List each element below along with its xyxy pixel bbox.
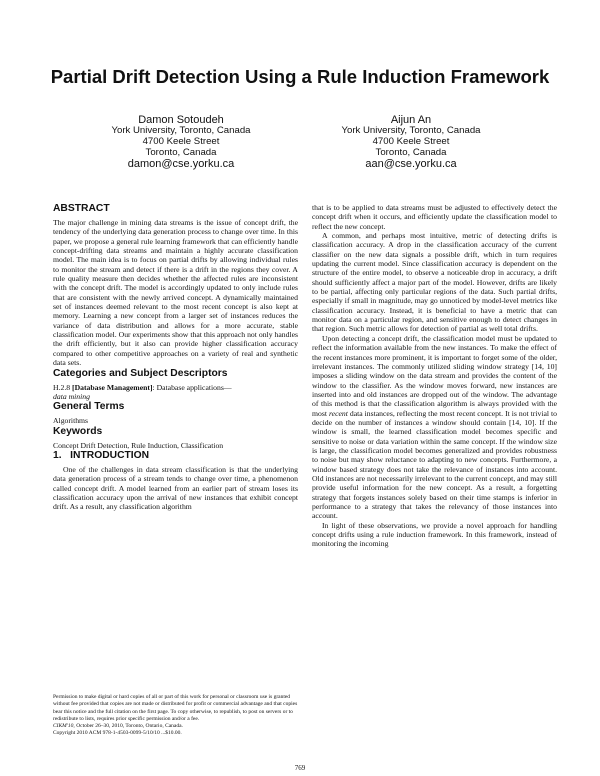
left-column bbox=[53, 203, 298, 512]
categories-heading: Categories and Subject Descriptors bbox=[53, 367, 228, 379]
right-column bbox=[312, 203, 557, 549]
abstract-heading: ABSTRACT bbox=[53, 203, 110, 214]
paper-title: Partial Drift Detection Using a Rule Induction Framework bbox=[50, 66, 550, 87]
right-paragraph-2 bbox=[312, 334, 557, 521]
author-block-2 bbox=[281, 114, 541, 170]
author-name: Damon Sotoudeh bbox=[138, 114, 224, 126]
keywords-heading: Keywords bbox=[53, 425, 103, 437]
general-terms-heading: General Terms bbox=[53, 401, 125, 413]
right-paragraph-2-emphasis: recent bbox=[328, 408, 348, 418]
author-name: Aijun An bbox=[390, 114, 432, 126]
right-paragraph-2-part-a: Upon detecting a concept drift, the classification model must be updated to reflect the information available from the new instances. To make the effect of the recent instances more prominent, it is important to forget some of the older, irrelevant instances. The commonly utilized sliding window strategy [14, 10] imposes a sliding window on the data stream and provides the content of the window to the classifier. As the window moves forward, new instances are inserted into and old instances are dropped out of the window. The advantage of this method is that the classification algorithm is always provided with the most bbox=[312, 333, 557, 418]
copyright-line: Copyright 2010 ACM 978-1-4503-0099-5/10/10 ...$10.00. bbox=[53, 730, 182, 737]
author-affiliation: York University, Toronto, Canada bbox=[111, 125, 251, 136]
author-city: Toronto, Canada bbox=[145, 146, 217, 158]
author-street: 4700 Keele Street bbox=[372, 135, 450, 147]
page-number: 769 bbox=[294, 764, 306, 772]
categories-text bbox=[53, 383, 298, 402]
right-paragraph-3: In light of these observations, we provide a novel approach for handling concept drifts using a rule induction framework. In this framework, instead of monitoring the incoming bbox=[312, 520, 557, 549]
right-paragraph-1: A common, and perhaps most intuitive, metric of detecting drifts is classification accuracy. A drop in the classification accuracy of the current classifier on the new data signals a possible drift, which in turn requires updating the current model. Since classification accuracy is dependent on the structure of the entire model, to observe a noticeable drop in accuracy, a drift should sufficiently affect a major part of the model. However, drifts are likely to be partial, affecting only particular regions of the data. Such partial drifts, especially if small in magnitude, may go unnoticed by model-level metrics like classification accuracy. Instead, it is beneficial to have a metric that can monitor data on a particular region, and sensitive enough to detect changes in that region. Such metric allows for detection of partial as well total drifts. bbox=[312, 231, 557, 334]
category-bracket: [Database Management] bbox=[72, 382, 153, 392]
category-code: H.2.8 bbox=[53, 382, 71, 392]
introduction-heading: 1. INTRODUCTION bbox=[53, 449, 150, 461]
category-sub: data mining bbox=[53, 391, 90, 401]
author-city: Toronto, Canada bbox=[375, 146, 447, 158]
venue-details: October 26–30, 2010, Toronto, Ontario, Canada. bbox=[74, 723, 183, 730]
right-paragraph-2-part-b: data instances, reflecting the most recent concept. It is not trivial to decide on the number of instances a window should contain [14, 10]. If the window is small, the learned classification model becomes specific and sensitive to noise or data variation within the same concept. If the window size is large, the classification model becomes generalized and provides robustness to noise but may show reluctance to adapting to new concepts. Furthermore, a window based strategy does not take the relevance of instances into account. Old instances are not necessarily irrelevant to the current concept, and may still provide useful information for the new concept. As a result, a forgetting strategy that forgets instances solely based on their time stamps is inferior in performance to a strategy that takes the relevancy of those instances into account. bbox=[312, 408, 558, 521]
introduction-paragraph: One of the challenges in data stream classification is that the underlying data generation process of a stream tends to change over time, a phenomenon called concept drift. A model learned from an earlier part of stream loses its classification accuracy upon the arrival of new instances that exhibit concept drift. As a result, any classification algorithm bbox=[53, 464, 298, 512]
venue-name: CIKM'10, bbox=[53, 723, 75, 730]
author-email[interactable]: damon@cse.yorku.ca bbox=[127, 158, 235, 171]
right-paragraph-0: that is to be applied to data streams must be adjusted to effectively detect the concept drift when it occurs, and efficiently update the classification model to reflect the new concept. bbox=[312, 203, 557, 231]
author-block-1 bbox=[51, 114, 311, 170]
author-street: 4700 Keele Street bbox=[142, 135, 220, 147]
permission-text: Permission to make digital or hard copies of all or part of this work for personal or classroom use is granted without fee provided that copies are not made or distributed for profit or commercial advantage and that copies bear this notice and the full citation on the first page. To copy otherwise, to republish, to post on servers or to redistribute to lists, requires prior specific permission and/or a fee. bbox=[53, 694, 298, 722]
author-affiliation: York University, Toronto, Canada bbox=[341, 125, 481, 136]
category-rest: : Database applications— bbox=[152, 382, 232, 392]
permission-notice bbox=[53, 694, 298, 738]
general-terms-text: Algorithms bbox=[53, 416, 89, 426]
keywords-text: Concept Drift Detection, Rule Induction, Classification bbox=[53, 440, 224, 450]
author-email[interactable]: aan@cse.yorku.ca bbox=[365, 158, 457, 171]
abstract-text: The major challenge in mining data streams is the issue of concept drift, the tendency of the underlying data generation process to change over time. In this paper, we propose a general rule learning framework that can efficiently handle concept-drifting data streams and maintain a highly accurate classification model. The main idea is to focus on partial drifts by allowing individual rules to monitor the stream and detect if there is a drift in the regions they cover. A rule quality measure then decides whether the affected rules are inconsistent with the concept drift. The model is accordingly updated to only include rules that are consistent with the newly arrived concept. A dynamically maintained set of instances deemed relevant to the most recent concept is also kept at memory. Learning a new concept from a larger set of instances reduces the variance of data distribution and allows for a more accurate, stable classification model. Our experiments show that this approach not only handles the drift efficiently, but it also can provide higher classification accuracy compared to other competitive approaches on a variety of real and synthetic data sets. bbox=[53, 218, 298, 368]
